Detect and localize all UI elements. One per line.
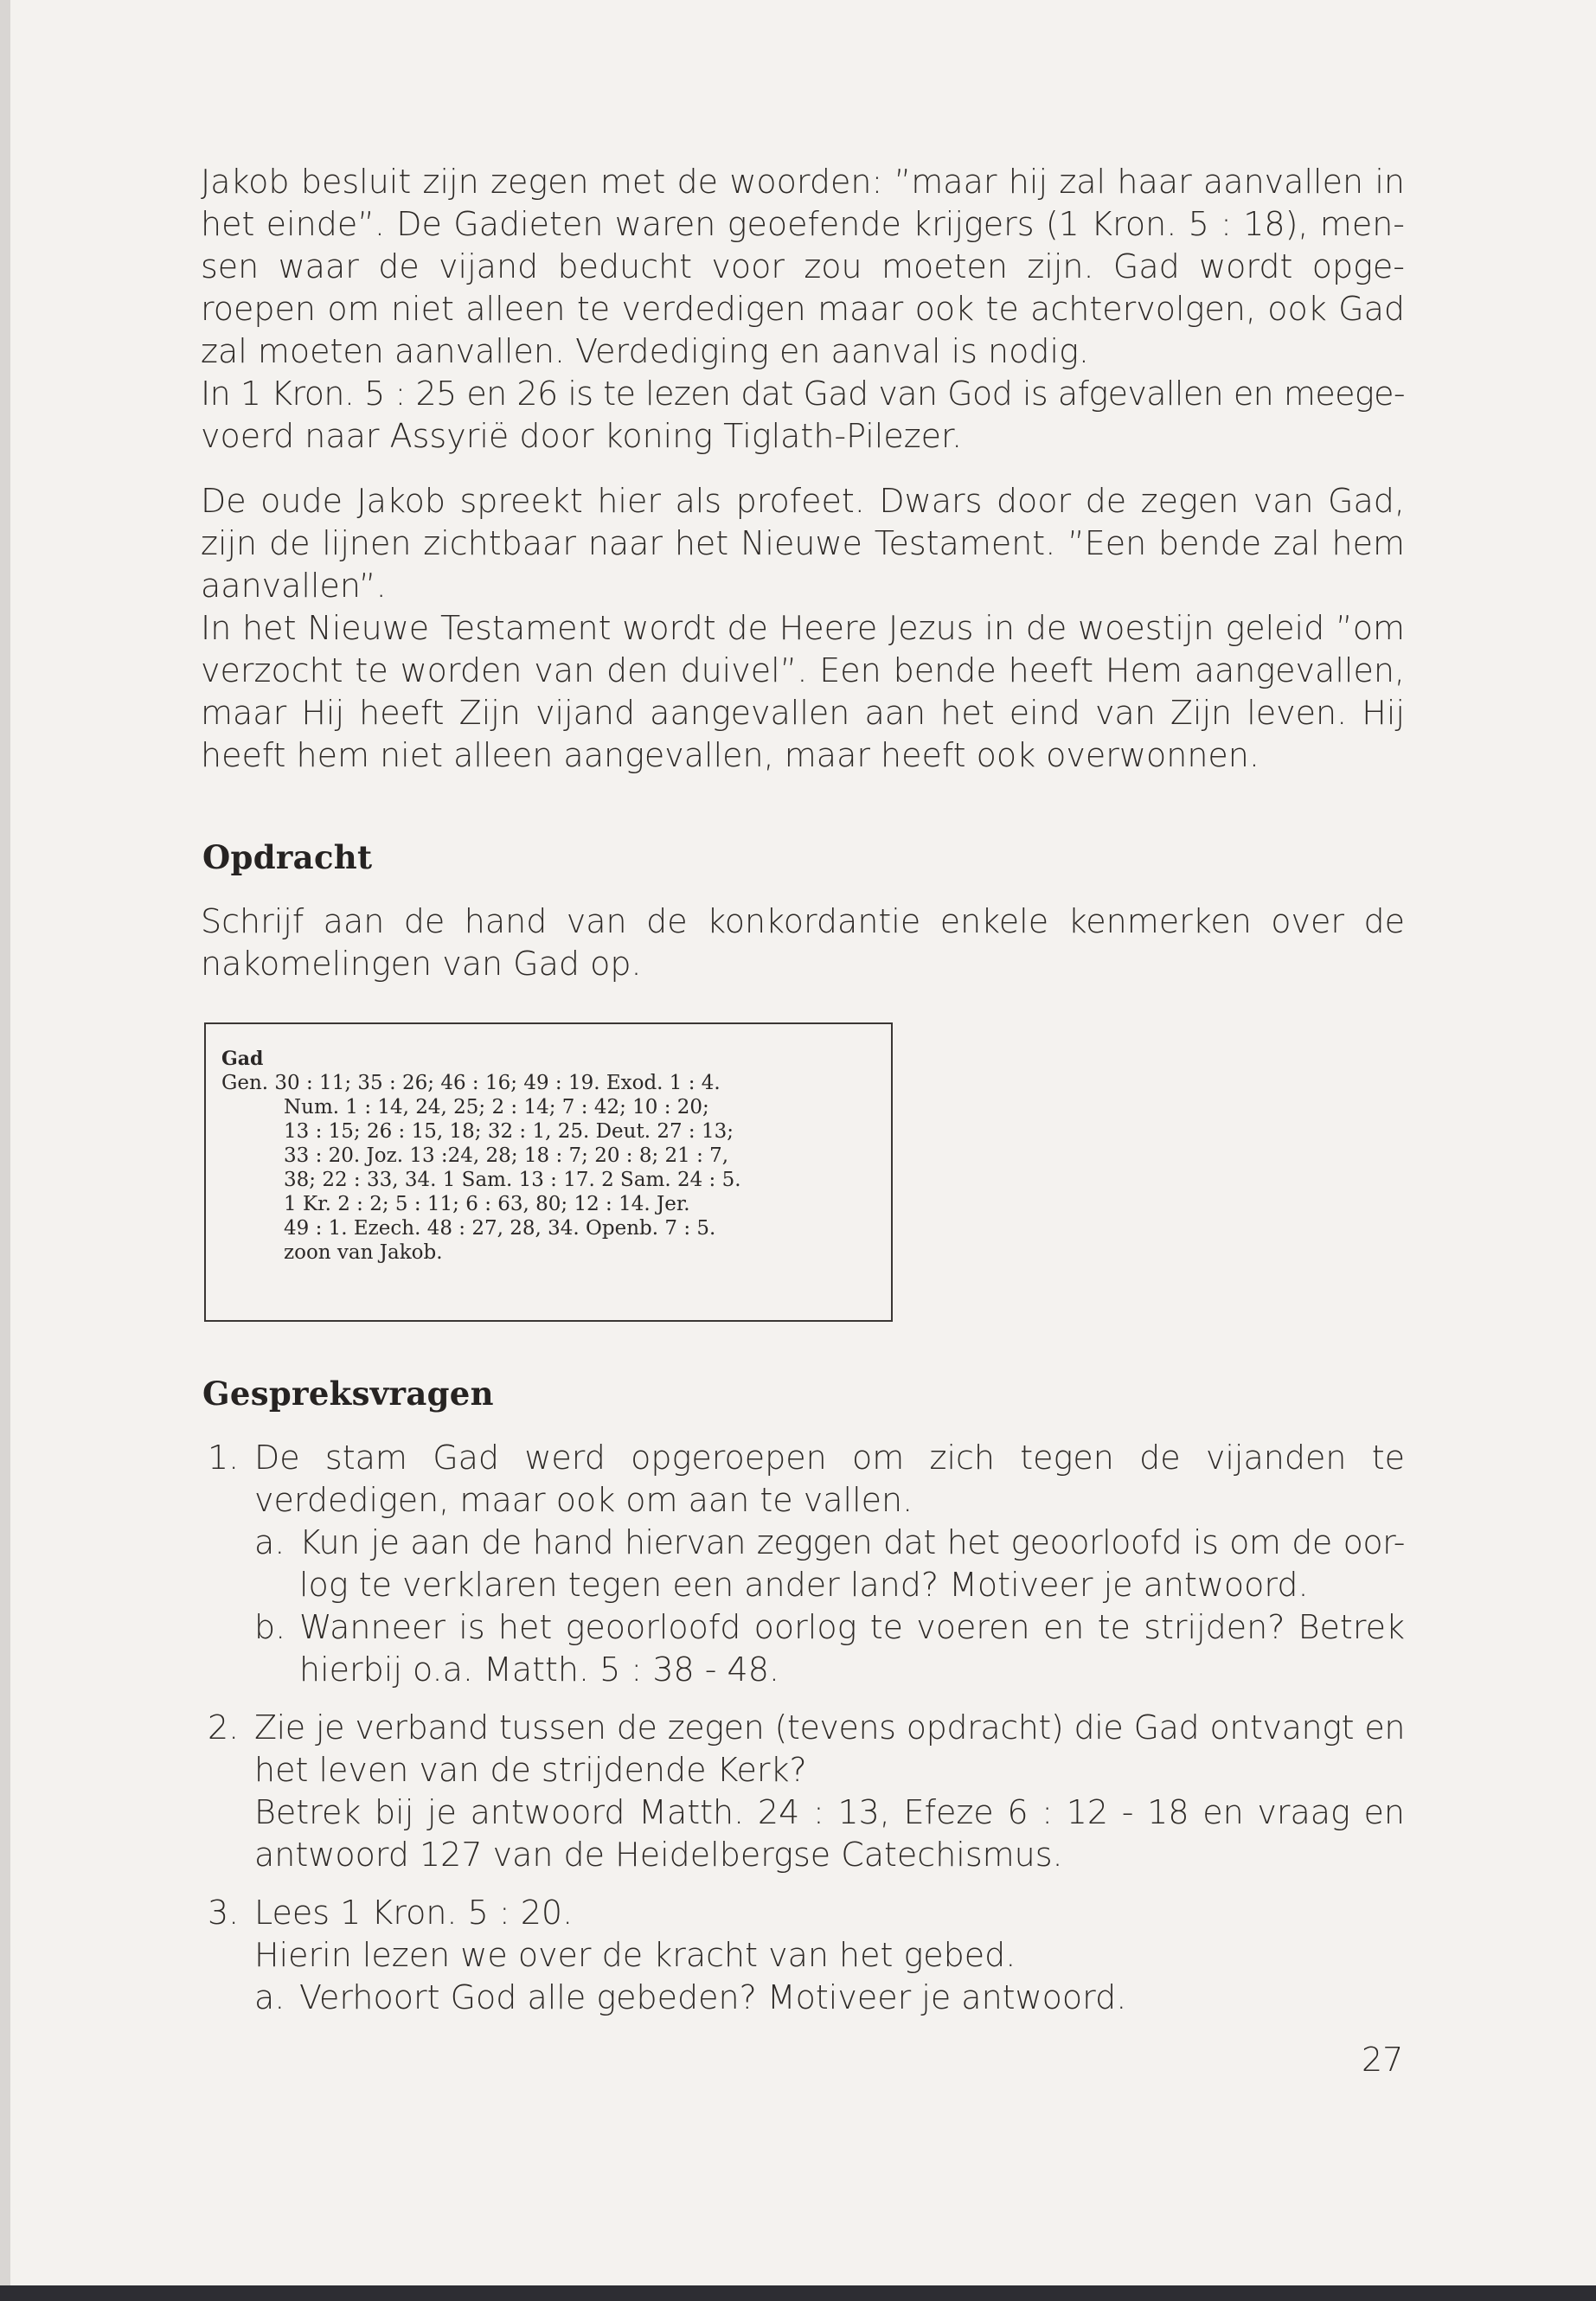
concordance-line: 1 Kr. 2 : 2; 5 : 11; 6 : 63, 80; 12 : 14. Jer. xyxy=(284,1193,690,1215)
paragraph-line: Schrijf aan de hand van de konkordantie enkele kenmerken over de xyxy=(201,902,1405,940)
question-line: Lees 1 Kron. 5 : 20. xyxy=(254,1894,574,1932)
gespreksvragen-heading: Gespreksvragen xyxy=(202,1375,494,1413)
sub-question-line: hierbij o.a. Matth. 5 : 38 - 48. xyxy=(299,1650,779,1689)
concordance-line: zoon van Jakob. xyxy=(284,1241,443,1264)
question-line: Hierin lezen we over de kracht van het gebed. xyxy=(254,1936,1016,1974)
concordance-title: Gad xyxy=(221,1048,264,1070)
sub-question-line: Wanneer is het geoorloofd oorlog te voeren en te strijden? Betrek xyxy=(299,1608,1405,1646)
sub-question-letter: a. xyxy=(254,1523,285,1561)
paragraph-2 xyxy=(201,480,1405,777)
paragraph-line: heeft hem niet alleen aangevallen, maar heeft ook overwonnen. xyxy=(201,736,1259,774)
question-number: 3. xyxy=(208,1894,240,1932)
opdracht-heading: Opdracht xyxy=(202,838,373,876)
question-line: antwoord 127 van de Heidelbergse Catechismus. xyxy=(254,1836,1063,1874)
paragraph-line: nakomelingen van Gad op. xyxy=(201,945,642,983)
question-number: 1. xyxy=(208,1439,240,1477)
paragraph-line: voerd naar Assyrië door koning Tiglath-Pilezer. xyxy=(201,417,963,455)
paragraph-line: In 1 Kron. 5 : 25 en 26 is te lezen dat Gad van God is afgevallen en meege- xyxy=(201,375,1405,413)
question-1 xyxy=(201,1437,1405,1691)
opdracht-text xyxy=(201,901,1405,985)
sub-question-line: log te verklaren tegen een ander land? Motiveer je antwoord. xyxy=(299,1566,1309,1604)
paragraph-line: het einde”. De Gadieten waren geoefende krijgers (1 Kron. 5 : 18), men- xyxy=(201,205,1405,243)
question-line: verdedigen, maar ook om aan te vallen. xyxy=(254,1481,913,1519)
page-number: 27 xyxy=(1362,2041,1404,2079)
concordance-line: 38; 22 : 33, 34. 1 Sam. 13 : 17. 2 Sam. 24 : 5. xyxy=(284,1169,741,1191)
concordance-line: 13 : 15; 26 : 15, 18; 32 : 1, 25. Deut. 27 : 13; xyxy=(284,1120,734,1143)
bottom-scan-edge xyxy=(0,2285,1596,2301)
paragraph-line: In het Nieuwe Testament wordt de Heere Jezus in de woestijn geleid ”om xyxy=(201,609,1405,647)
question-line: Betrek bij je antwoord Matth. 24 : 13, Efeze 6 : 12 - 18 en vraag en xyxy=(254,1793,1405,1831)
question-3 xyxy=(201,1892,1405,2019)
sub-question-line: Kun je aan de hand hiervan zeggen dat het geoorloofd is om de oor- xyxy=(299,1523,1405,1561)
paragraph-line: De oude Jakob spreekt hier als profeet. Dwars door de zegen van Gad, xyxy=(201,482,1405,520)
concordance-box xyxy=(204,1022,893,1322)
question-line: Zie je verband tussen de zegen (tevens opdracht) die Gad ontvangt en xyxy=(254,1708,1405,1747)
paragraph-line: verzocht te worden van den duivel”. Een bende heeft Hem aangevallen, xyxy=(201,651,1405,689)
question-1a xyxy=(254,1522,1405,1606)
paragraph-1 xyxy=(201,161,1405,458)
concordance-line: 49 : 1. Ezech. 48 : 27, 28, 34. Openb. 7 : 5. xyxy=(284,1217,716,1240)
concordance-line: Num. 1 : 14, 24, 25; 2 : 14; 7 : 42; 10 : 20; xyxy=(284,1096,709,1118)
paragraph-line: maar Hij heeft Zijn vijand aangevallen aan het eind van Zijn leven. Hij xyxy=(201,694,1405,732)
paragraph-line: zijn de lijnen zichtbaar naar het Nieuwe Testament. ”Een bende zal hem xyxy=(201,524,1405,562)
sub-question-letter: b. xyxy=(254,1608,286,1646)
paragraph-line: Jakob besluit zijn zegen met de woorden: ”maar hij zal haar aanvallen in xyxy=(201,163,1405,201)
question-2 xyxy=(201,1707,1405,1876)
paragraph-line: zal moeten aanvallen. Verdediging en aanval is nodig. xyxy=(201,332,1089,370)
sub-question-line: Verhoort God alle gebeden? Motiveer je antwoord. xyxy=(299,1978,1127,2016)
question-1b xyxy=(254,1606,1405,1691)
page-left-edge xyxy=(0,0,10,2301)
concordance-line: Gen. 30 : 11; 35 : 26; 46 : 16; 49 : 19. Exod. 1 : 4. xyxy=(221,1072,721,1094)
question-line: het leven van de strijdende Kerk? xyxy=(254,1751,807,1789)
paragraph-line: aanvallen”. xyxy=(201,567,387,605)
question-3a xyxy=(254,1977,1405,2019)
question-line: De stam Gad werd opgeroepen om zich tegen de vijanden te xyxy=(254,1439,1405,1477)
sub-question-letter: a. xyxy=(254,1978,285,2016)
paragraph-line: roepen om niet alleen te verdedigen maar ook te achtervolgen, ook Gad xyxy=(201,290,1405,328)
paragraph-line: sen waar de vijand beducht voor zou moeten zijn. Gad wordt opge- xyxy=(201,247,1405,285)
concordance-line: 33 : 20. Joz. 13 :24, 28; 18 : 7; 20 : 8; 21 : 7, xyxy=(284,1144,729,1167)
question-number: 2. xyxy=(208,1708,240,1747)
question-list xyxy=(201,1437,1405,2019)
